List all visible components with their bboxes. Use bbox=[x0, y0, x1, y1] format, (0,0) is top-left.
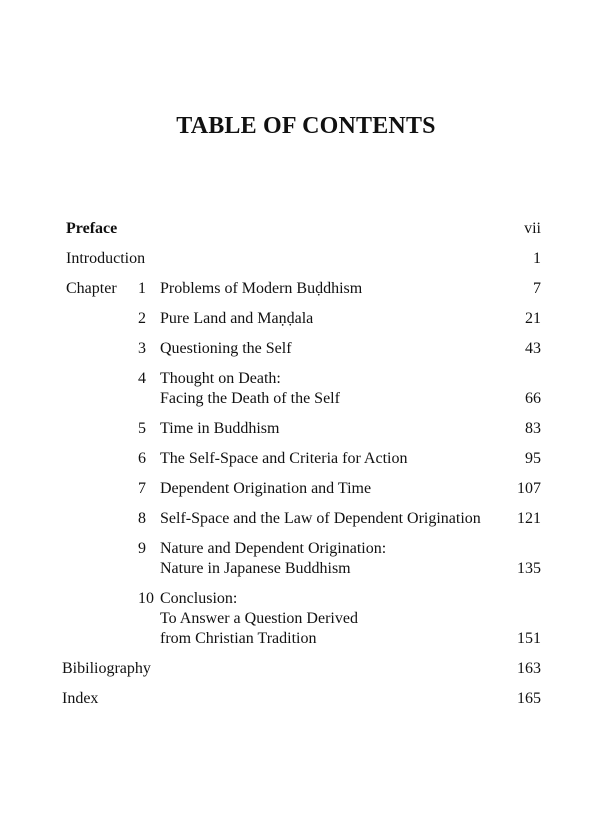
chapter-title-line: from Christian Tradition bbox=[160, 630, 317, 647]
entry-page-number: vii bbox=[524, 220, 541, 237]
chapter-title-line: Dependent Origination and Time bbox=[160, 480, 372, 497]
entry-page-number: 43 bbox=[525, 340, 541, 357]
chapter-title bbox=[160, 509, 481, 529]
chapter-title bbox=[160, 279, 362, 299]
chapter-title-line: Problems of Modern Buḍdhism bbox=[160, 280, 363, 297]
entry-page-number: 83 bbox=[525, 420, 541, 437]
entry-label: Preface bbox=[66, 220, 118, 237]
chapter-title bbox=[160, 369, 340, 409]
entry-label: Bibiliography bbox=[62, 660, 151, 677]
chapter-number: 8 bbox=[138, 510, 146, 527]
entry-page-number: 135 bbox=[517, 560, 541, 577]
entry-label: Introduction bbox=[66, 250, 146, 267]
entry-page-number: 165 bbox=[517, 690, 541, 707]
chapter-title-line: Time in Buddhism bbox=[160, 420, 280, 437]
chapter-number: 6 bbox=[138, 450, 146, 467]
chapter-title bbox=[160, 449, 407, 469]
chapter-title-line: The Self-Space and Criteria for Action bbox=[160, 450, 408, 467]
chapter-title bbox=[160, 339, 292, 359]
chapter-number: 4 bbox=[138, 370, 146, 387]
entry-page-number: 95 bbox=[525, 450, 541, 467]
chapter-number: 3 bbox=[138, 340, 146, 357]
chapter-title bbox=[160, 539, 386, 579]
chapter-title-line: To Answer a Question Derived bbox=[160, 610, 358, 627]
chapter-title-line: Nature and Dependent Origination: bbox=[160, 540, 387, 557]
chapter-word: Chapter bbox=[66, 280, 117, 297]
entry-page-number: 1 bbox=[533, 250, 541, 267]
entry-label: Index bbox=[62, 690, 99, 707]
entry-page-number: 151 bbox=[517, 630, 541, 647]
entry-page-number: 121 bbox=[517, 510, 541, 527]
entry-page-number: 21 bbox=[525, 310, 541, 327]
chapter-title-line: Nature in Japanese Buddhism bbox=[160, 560, 351, 577]
chapter-number: 1 bbox=[138, 280, 146, 297]
chapter-title-line: Questioning the Self bbox=[160, 340, 292, 357]
entry-page-number: 66 bbox=[525, 390, 541, 407]
chapter-title-line: Self-Space and the Law of Dependent Origination bbox=[160, 510, 481, 527]
chapter-number: 2 bbox=[138, 310, 146, 327]
entry-page-number: 7 bbox=[533, 280, 541, 297]
chapter-number: 9 bbox=[138, 540, 146, 557]
chapter-number: 10 bbox=[138, 590, 154, 607]
chapter-title-line: Thought on Death: bbox=[160, 370, 281, 387]
chapter-title-line: Facing the Death of the Self bbox=[160, 390, 340, 407]
chapter-number: 7 bbox=[138, 480, 146, 497]
chapter-title-line: Conclusion: bbox=[160, 590, 238, 607]
page-title: TABLE OF CONTENTS bbox=[176, 113, 436, 139]
chapter-number: 5 bbox=[138, 420, 146, 437]
chapter-title bbox=[160, 589, 358, 649]
chapter-title bbox=[160, 309, 313, 329]
entry-page-number: 107 bbox=[517, 480, 541, 497]
entry-page-number: 163 bbox=[517, 660, 541, 677]
chapter-title bbox=[160, 479, 371, 499]
chapter-title-line: Pure Land and Maṇḍala bbox=[160, 310, 314, 327]
chapter-title bbox=[160, 419, 279, 439]
